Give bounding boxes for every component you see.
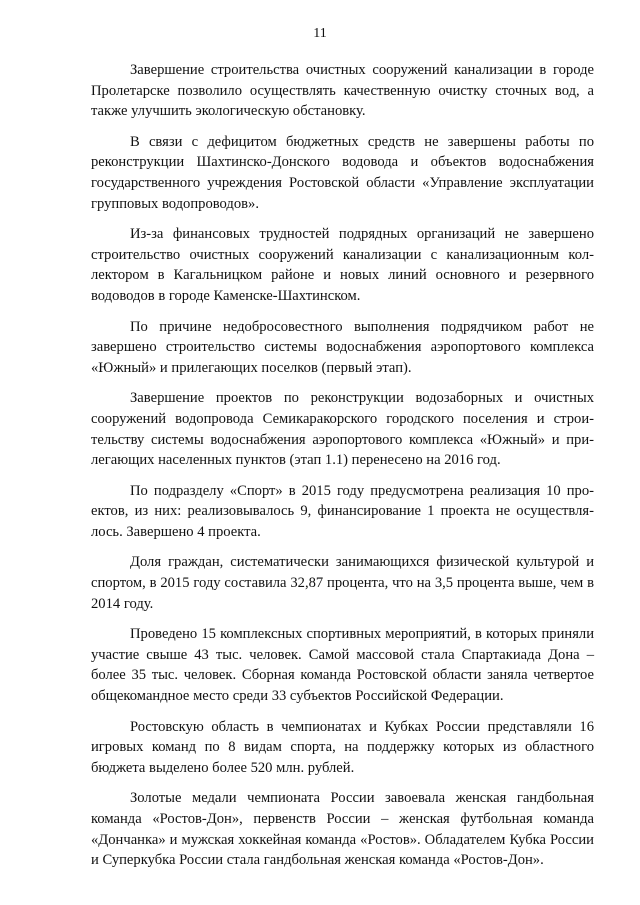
document-body [91, 60, 594, 881]
paragraph-game-teams: Ростовскую область в чемпионатах и Кубках России представляли 16 игровых команд по 8 видам спорта, на поддержку которых из областного бюджета выделено более 520 млн. рублей. [91, 718, 594, 776]
page-number: 11 [313, 26, 327, 41]
paragraph-sport-subsection: По подразделу «Спорт» в 2015 году предусмотрена реализация 10 проектов, из них: реализовывалось 9, финансирование 1 проекта не осуществлялось. Завершено 4 проекта. [91, 482, 594, 540]
paragraph-sport-events: Проведено 15 комплексных спортивных мероприятий, в которых приняли участие свыше 43 тыс. человек. Самой массовой стала Спартакиада Дона – более 35 тыс. человек. Сборная команда Ростовской области заняла четвертое общекомандное место среди 33 субъектов Российской Федерации. [91, 626, 594, 705]
paragraph-gold-medals: Золотые медали чемпионата России завоевала женская гандбольная команда «Ростов-Дон», первенств России – женская футбольная команда «Дончанка» и мужская хоккейная команда «Ростов». Обладателем Кубка России и Суперкубка России стала гандбольная женская команда «Ростов-Дон». [91, 790, 594, 869]
paragraph-airport-water-supply: По причине недобросовестного выполнения подрядчиком работ не завершено строительство системы водоснабжения аэропортового комплекса «Южный» и прилегающих поселков (первый этап). [91, 318, 594, 376]
paragraph-semikarakorsk-projects: Завершение проектов по реконструкции водозаборных и очистных сооружений водопровода Семикаракорского городского поселения и строительству системы водоснабжения аэропортового комплекса «Южный» и прилегающих населенных пунктов (этап 1.1) перенесено на 2016 год. [91, 390, 594, 469]
paragraph-contractor-difficulties: Из-за финансовых трудностей подрядных организаций не завершено строительство очистных сооружений канализации с канализационным коллектором в Кагальницком районе и новых линий основного и резервного водоводов в городе Каменске-Шахтинском. [91, 226, 594, 304]
paragraph-citizens-share: Доля граждан, систематически занимающихся физической культурой и спортом, в 2015 году составила 32,87 процента, что на 3,5 процента выше, чем в 2014 году. [91, 554, 594, 612]
paragraph-budget-deficit-water-pipeline: В связи с дефицитом бюджетных средств не завершены работы по реконструкции Шахтинско-Донского водовода и объектов водоснабжения государственного учреждения Ростовской области «Управление эксплуатации групповых водопроводов». [91, 133, 594, 212]
paragraph-treatment-facilities-proletarsk: Завершение строительства очистных сооружений канализации в городе Пролетарске позволило осуществлять качественную очистку сточных вод, а также улучшить экологическую обстановку. [91, 62, 594, 120]
